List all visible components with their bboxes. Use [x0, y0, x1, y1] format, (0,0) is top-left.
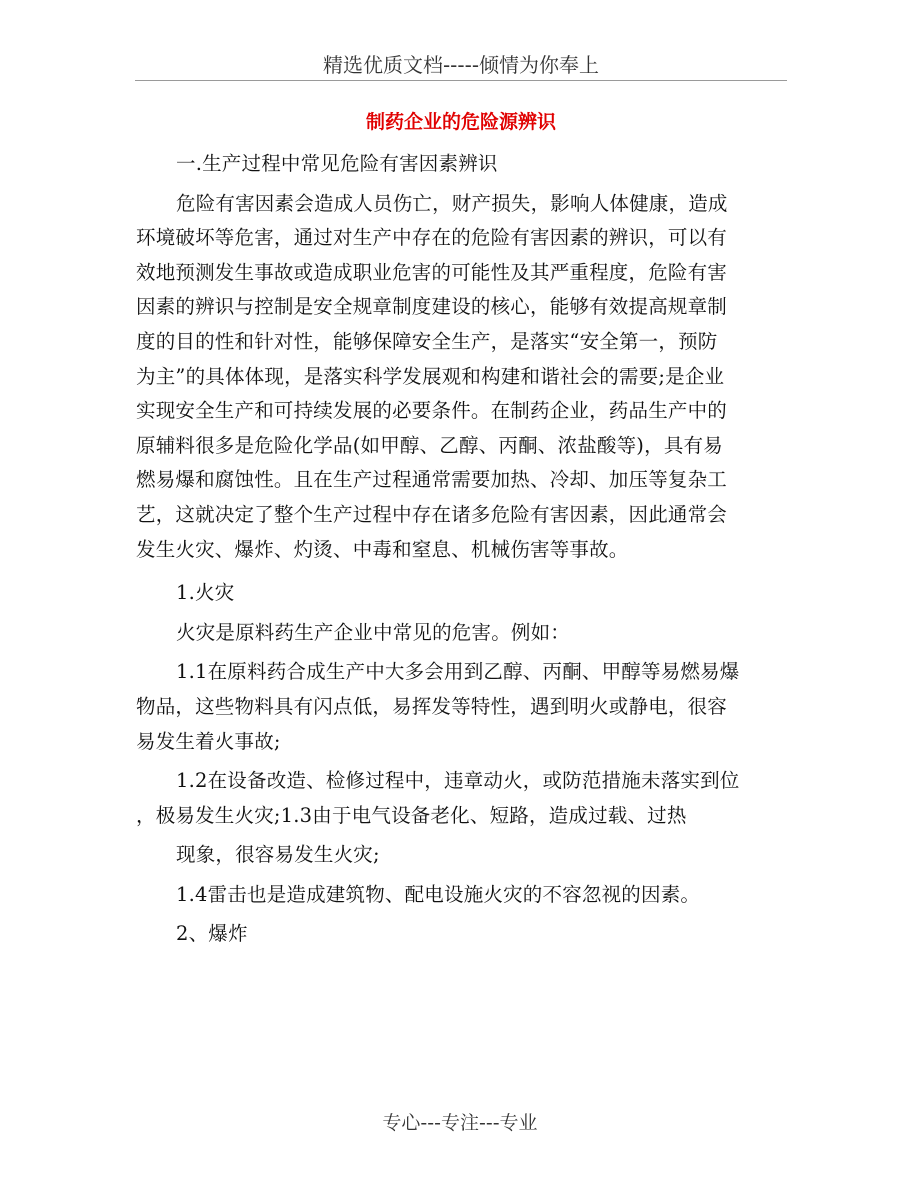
fire-intro: 火灾是原料药生产企业中常见的危害。例如： — [176, 620, 571, 644]
fire-item-line: 物品，这些物料具有闪点低，易挥发等特性，遇到明火或静电，很容 — [136, 694, 728, 718]
subsection-heading-fire: 1.火灾 — [176, 581, 235, 605]
paragraph-line: 度的目的性和针对性，能够保障安全生产，是落实“安全第一，预防 — [136, 329, 718, 353]
paragraph-line: 发生火灾、爆炸、灼烫、中毒和窒息、机械伤害等事故。 — [136, 537, 629, 561]
page-header: 精选优质文档-----倾情为你奉上 — [135, 50, 787, 81]
fire-item-line: 1.4雷击也是造成建筑物、配电设施火灾的不容忽视的因素。 — [176, 882, 701, 906]
paragraph-line: 艺，这就决定了整个生产过程中存在诸多危险有害因素，因此通常会 — [136, 502, 728, 526]
document-title: 制药企业的危险源辨识 — [365, 111, 556, 133]
fire-item-line: ，极易发生火灾;1.3由于电气设备老化、短路，造成过载、过热 — [136, 803, 687, 827]
paragraph-line: 实现安全生产和可持续发展的必要条件。在制药企业，药品生产中的 — [136, 399, 728, 423]
paragraph-line: 燃易爆和腐蚀性。且在生产过程通常需要加热、冷却、加压等复杂工 — [136, 468, 728, 492]
section-heading: 一.生产过程中常见危险有害因素辨识 — [176, 152, 498, 175]
paragraph-line: 为主”的具体体现，是落实科学发展观和构建和谐社会的需要;是企业 — [136, 364, 725, 388]
paragraph-line: 效地预测发生事故或造成职业危害的可能性及其严重程度，危险有害 — [136, 260, 728, 284]
fire-item-line: 1.1在原料药合成生产中大多会用到乙醇、丙酮、甲醇等易燃易爆 — [176, 660, 740, 684]
paragraph-line: 原辅料很多是危险化学品(如甲醇、乙醇、丙酮、浓盐酸等)，具有易 — [136, 433, 723, 457]
document-body — [136, 147, 776, 952]
fire-item-line: 现象，很容易发生火灾; — [176, 843, 380, 867]
subsection-heading-explosion: 2、爆炸 — [176, 922, 248, 946]
paragraph-line: 危险有害因素会造成人员伤亡，财产损失，影响人体健康，造成 — [176, 191, 728, 215]
fire-item-line: 易发生着火事故; — [136, 729, 281, 753]
paragraph-line: 因素的辨识与控制是安全规章制度建设的核心，能够有效提高规章制 — [136, 295, 728, 319]
paragraph-line: 环境破坏等危害，通过对生产中存在的危险有害因素的辨识，可以有 — [136, 226, 728, 250]
fire-item-line: 1.2在设备改造、检修过程中，违章动火，或防范措施未落实到位 — [176, 769, 740, 793]
page-footer: 专心---专注---专业 — [382, 1112, 538, 1134]
